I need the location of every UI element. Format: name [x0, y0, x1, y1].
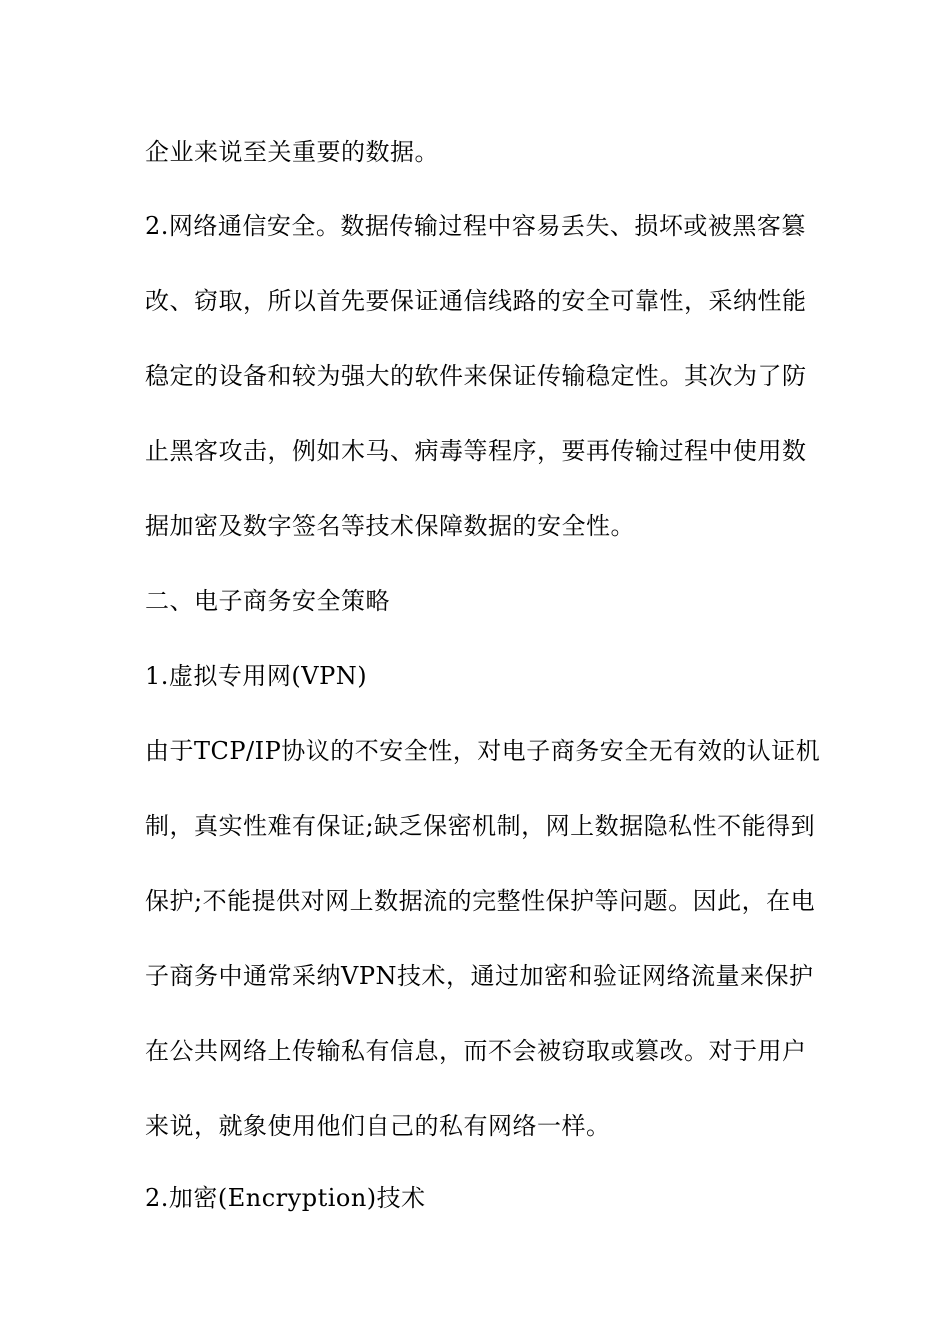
section-heading: 二、电子商务安全策略 [145, 587, 390, 615]
text-line: 据加密及数字签名等技术保障数据的安全性。 [145, 512, 635, 540]
text-line-network-security: 2.网络通信安全。数据传输过程中容易丢失、损坏或被黑客篡 [145, 212, 806, 240]
text-line: 止黑客攻击，例如木马、病毒等程序，要再传输过程中使用数 [145, 437, 807, 465]
subsection-heading-vpn: 1.虚拟专用网(VPN) [145, 662, 368, 690]
text-line: 子商务中通常采纳VPN技术，通过加密和验证网络流量来保护 [145, 962, 814, 990]
subsection-heading-encryption: 2.加密(Encryption)技术 [145, 1184, 426, 1212]
text-line: 由于TCP/IP协议的不安全性，对电子商务安全无有效的认证机 [145, 737, 821, 765]
text-line: 在公共网络上传输私有信息，而不会被窃取或篡改。对于用户 [145, 1037, 807, 1065]
text-line: 改、窃取，所以首先要保证通信线路的安全可靠性，采纳性能 [145, 287, 807, 315]
text-line: 来说，就象使用他们自己的私有网络一样。 [145, 1112, 611, 1140]
text-line: 稳定的设备和较为强大的软件来保证传输稳定性。其次为了防 [145, 362, 807, 390]
text-line: 保护;不能提供对网上数据流的完整性保护等问题。因此，在电 [145, 887, 816, 915]
text-line-continuation: 企业来说至关重要的数据。 [145, 138, 439, 166]
text-line: 制，真实性难有保证;缺乏保密机制，网上数据隐私性不能得到 [145, 812, 816, 840]
